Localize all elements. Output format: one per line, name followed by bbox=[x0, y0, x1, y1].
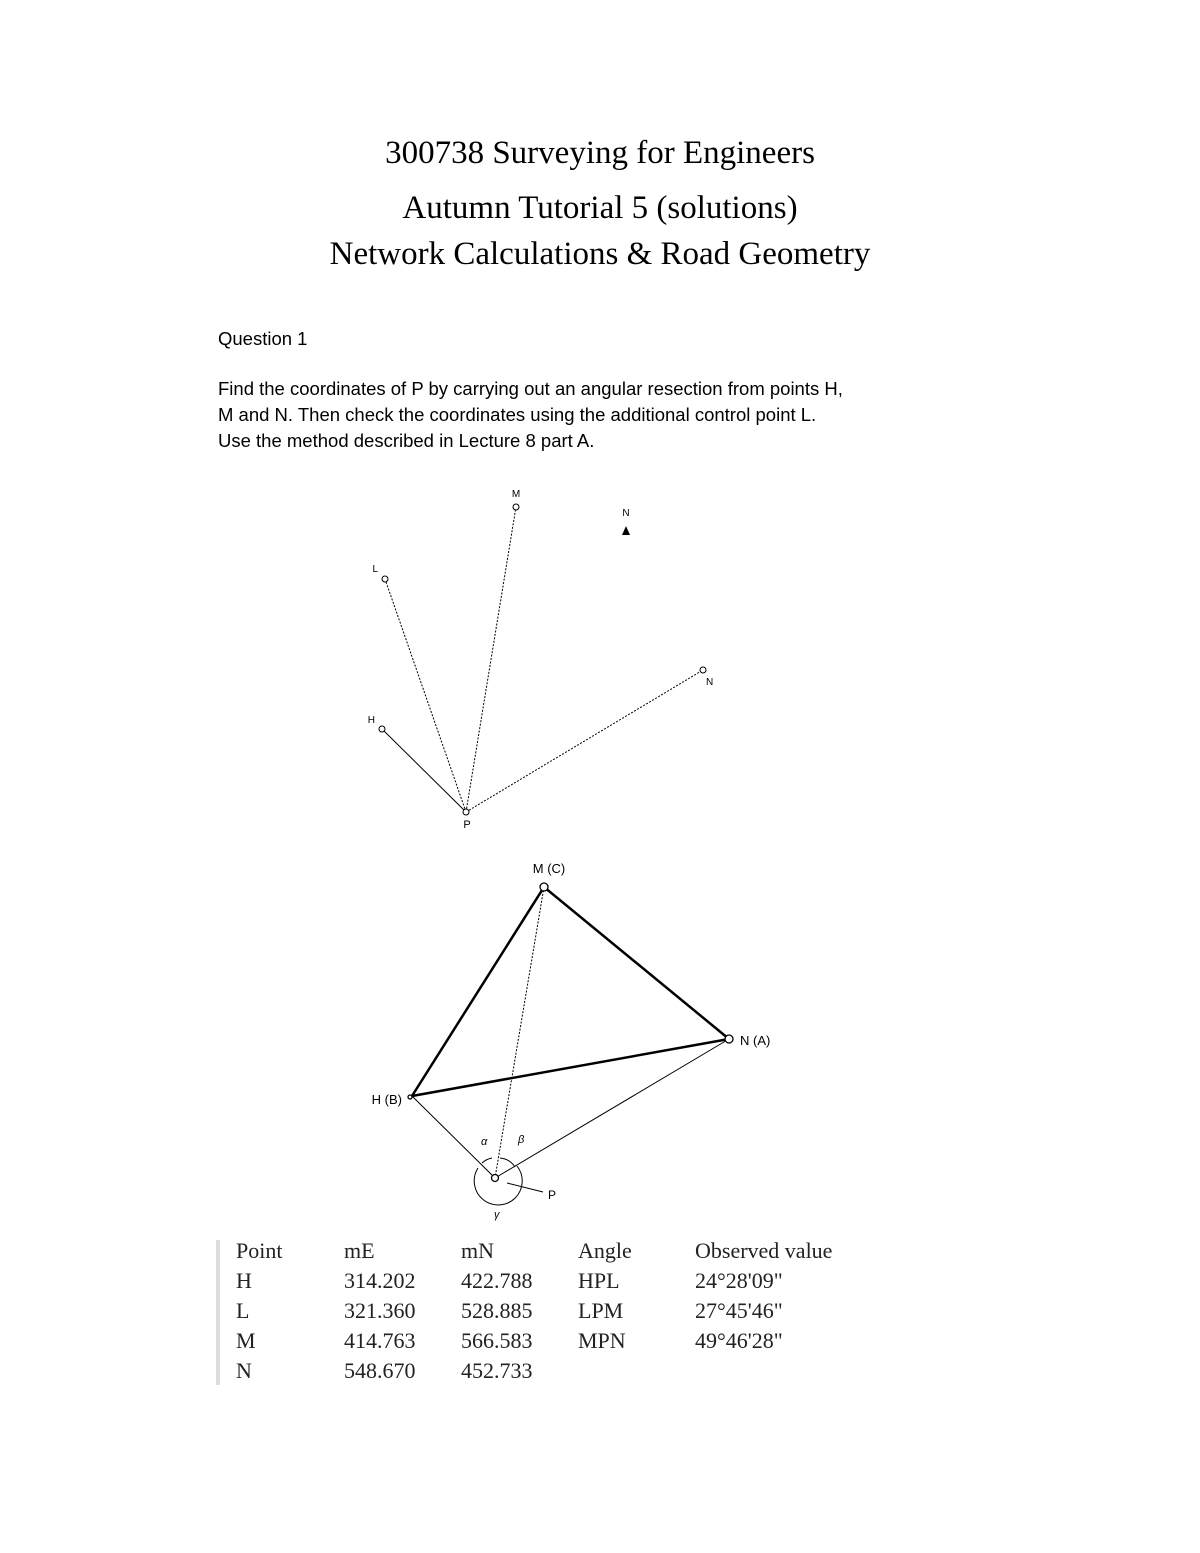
col-header-observed: Observed value bbox=[695, 1238, 833, 1263]
label-p: P bbox=[548, 1188, 557, 1202]
cell-me: 548.670 bbox=[344, 1358, 416, 1383]
cell-me: 414.763 bbox=[344, 1328, 416, 1353]
question-line: Use the method described in Lecture 8 part A. bbox=[218, 430, 595, 451]
angle-alpha-arc bbox=[482, 1158, 492, 1163]
cell-angle: HPL bbox=[578, 1268, 620, 1293]
table-header-row bbox=[216, 1238, 875, 1268]
point-n-marker bbox=[725, 1035, 733, 1043]
point-l-marker bbox=[382, 576, 388, 582]
point-n-marker bbox=[700, 667, 706, 673]
table-row bbox=[216, 1328, 875, 1358]
col-header-angle: Angle bbox=[578, 1238, 632, 1263]
north-arrow-icon bbox=[622, 508, 630, 535]
cell-point: H bbox=[236, 1268, 252, 1293]
table-row bbox=[216, 1358, 875, 1388]
cell-mn: 422.788 bbox=[461, 1268, 533, 1293]
cell-point: L bbox=[236, 1298, 250, 1323]
angle-beta-label: β bbox=[518, 1134, 525, 1146]
col-header-me: mE bbox=[344, 1238, 375, 1263]
label-n: N bbox=[706, 677, 714, 688]
cell-mn: 452.733 bbox=[461, 1358, 533, 1383]
leader-p bbox=[507, 1183, 543, 1192]
question-line: Find the coordinates of P by carrying out an angular resection from points H, bbox=[218, 378, 843, 399]
label-n-a: N (A) bbox=[740, 1033, 771, 1048]
table-row bbox=[216, 1268, 875, 1298]
cell-observed bbox=[695, 1358, 875, 1388]
label-m-c: M (C) bbox=[532, 861, 566, 876]
question-heading: Question 1 bbox=[218, 328, 308, 349]
col-header-mn: mN bbox=[461, 1238, 494, 1263]
cell-observed: 27°45'46" bbox=[695, 1298, 783, 1323]
cell-angle bbox=[578, 1358, 695, 1388]
line-m-n bbox=[544, 887, 729, 1039]
line-p-n bbox=[466, 670, 703, 812]
cell-observed: 49°46'28" bbox=[695, 1328, 783, 1353]
label-l: L bbox=[372, 564, 378, 575]
point-p-marker bbox=[463, 809, 469, 815]
cell-me: 314.202 bbox=[344, 1268, 416, 1293]
point-p-marker bbox=[492, 1175, 499, 1182]
point-m-marker bbox=[513, 504, 519, 510]
label-h: H bbox=[367, 715, 375, 726]
angle-alpha-label: α bbox=[481, 1136, 488, 1148]
label-p: P bbox=[463, 819, 471, 831]
control-points-table bbox=[216, 1238, 875, 1388]
point-h-marker bbox=[408, 1095, 412, 1099]
topic-title: Network Calculations & Road Geometry bbox=[329, 236, 871, 272]
tutorial-title: Autumn Tutorial 5 (solutions) bbox=[402, 190, 798, 226]
question-line: M and N. Then check the coordinates using the additional control point L. bbox=[218, 404, 817, 425]
cell-angle: MPN bbox=[578, 1328, 626, 1353]
point-m-marker bbox=[540, 883, 548, 891]
label-h-b: H (B) bbox=[371, 1092, 402, 1107]
figure-2 bbox=[372, 861, 771, 1221]
north-arrow-head bbox=[622, 526, 630, 535]
cell-me: 321.360 bbox=[344, 1298, 416, 1323]
cell-point: M bbox=[236, 1328, 256, 1353]
cell-observed: 24°28'09" bbox=[695, 1268, 783, 1293]
line-m-h bbox=[412, 887, 544, 1096]
cell-mn: 566.583 bbox=[461, 1328, 533, 1353]
cell-point: N bbox=[236, 1358, 252, 1383]
col-header-point: Point bbox=[236, 1238, 283, 1263]
table-row bbox=[216, 1298, 875, 1328]
line-p-l bbox=[385, 579, 466, 812]
north-label: N bbox=[622, 508, 630, 519]
angle-gamma-label: γ bbox=[494, 1209, 500, 1221]
cell-angle: LPM bbox=[578, 1298, 624, 1323]
course-title: 300738 Surveying for Engineers bbox=[385, 135, 815, 171]
label-m: M bbox=[511, 489, 521, 500]
line-p-m bbox=[466, 507, 516, 812]
angle-beta-arc bbox=[500, 1158, 515, 1167]
point-h-marker bbox=[379, 726, 385, 732]
figure-1 bbox=[368, 489, 713, 831]
cell-mn: 528.885 bbox=[461, 1298, 533, 1323]
line-p-h bbox=[382, 729, 466, 812]
